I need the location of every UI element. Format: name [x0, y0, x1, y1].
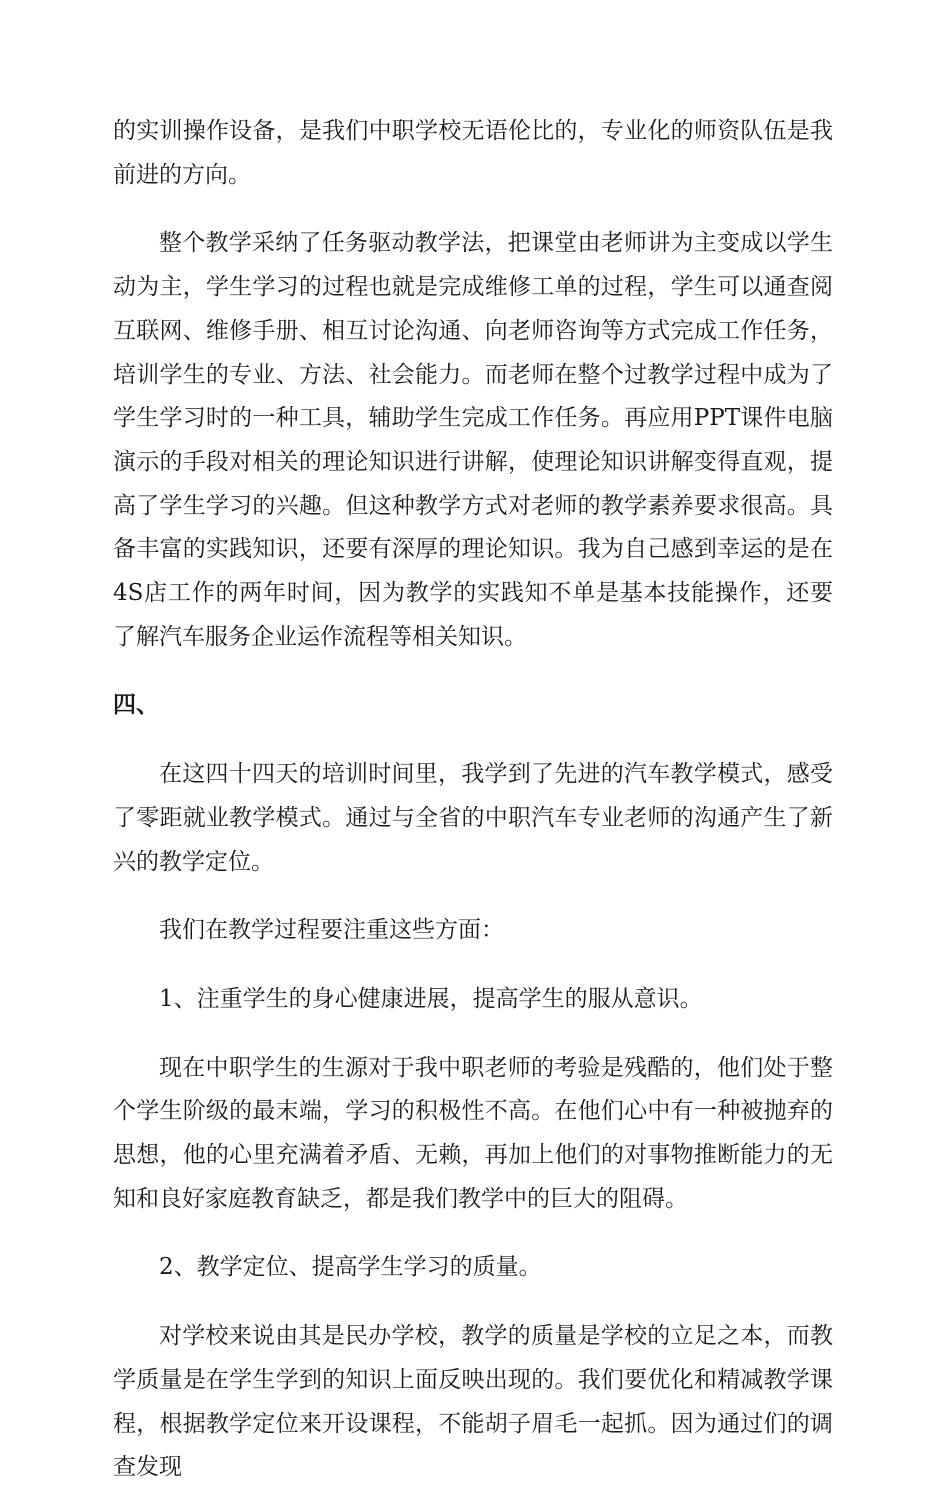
paragraph-continuation: 的实训操作设备，是我们中职学校无语伦比的，专业化的师资队伍是我前进的方向。 [113, 118, 833, 188]
paragraph-teaching-method: 整个教学采纳了任务驱动教学法，把课堂由老师讲为主变成以学生动为主，学生学习的过程也就是完成维修工单的过程，学生可以通查阅互联网、维修手册、相互讨论沟通、向老师咨询等方式完成工作任务，培训学生的专业、方法、社会能力。而老师在整个过教学过程中成为了学生学习时的一种工具，辅助学生完成工作任务。再应用PPT课件电脑演示的手段对相关的理论知识进行讲解，使理论知识讲解变得直观，提高了学生学习的兴趣。但这种教学方式对老师的教学素养要求很高。具备丰富的实践知识，还要有深厚的理论知识。我为自己感到幸运的是在4S店工作的两年时间，因为教学的实践知不单是基本技能操作，还要了解汽车服务企业运作流程等相关知识。 [113, 230, 833, 650]
paragraph-focus-intro: 我们在教学过程要注重这些方面： [159, 917, 504, 944]
list-item-2: 2、教学定位、提高学生学习的质量。 [159, 1254, 542, 1281]
list-item-1: 1、注重学生的身心健康进展，提高学生的服从意识。 [159, 985, 703, 1012]
document-body [113, 110, 833, 1490]
paragraph-training-period: 在这四十四天的培训时间里，我学到了先进的汽车教学模式，感受了零距就业教学模式。通过与全省的中职汽车专业老师的沟通产生了新兴的教学定位。 [113, 761, 833, 875]
section-heading-four: 四、 [113, 692, 159, 719]
paragraph-teaching-quality: 对学校来说由其是民办学校，教学的质量是学校的立足之本，而教学质量是在学生学到的知识上面反映出现的。我们要优化和精减教学课程，根据教学定位来开设课程，不能胡子眉毛一起抓。因为通过们的调查发现 [113, 1323, 833, 1481]
paragraph-student-source: 现在中职学生的生源对于我中职老师的考验是残酷的，他们处于整个学生阶级的最末端，学习的积极性不高。在他们心中有一种被抛弃的思想，他的心里充满着矛盾、无赖，再加上他们的对事物推断能力的无知和良好家庭教育缺乏，都是我们教学中的巨大的阻碍。 [113, 1054, 833, 1212]
